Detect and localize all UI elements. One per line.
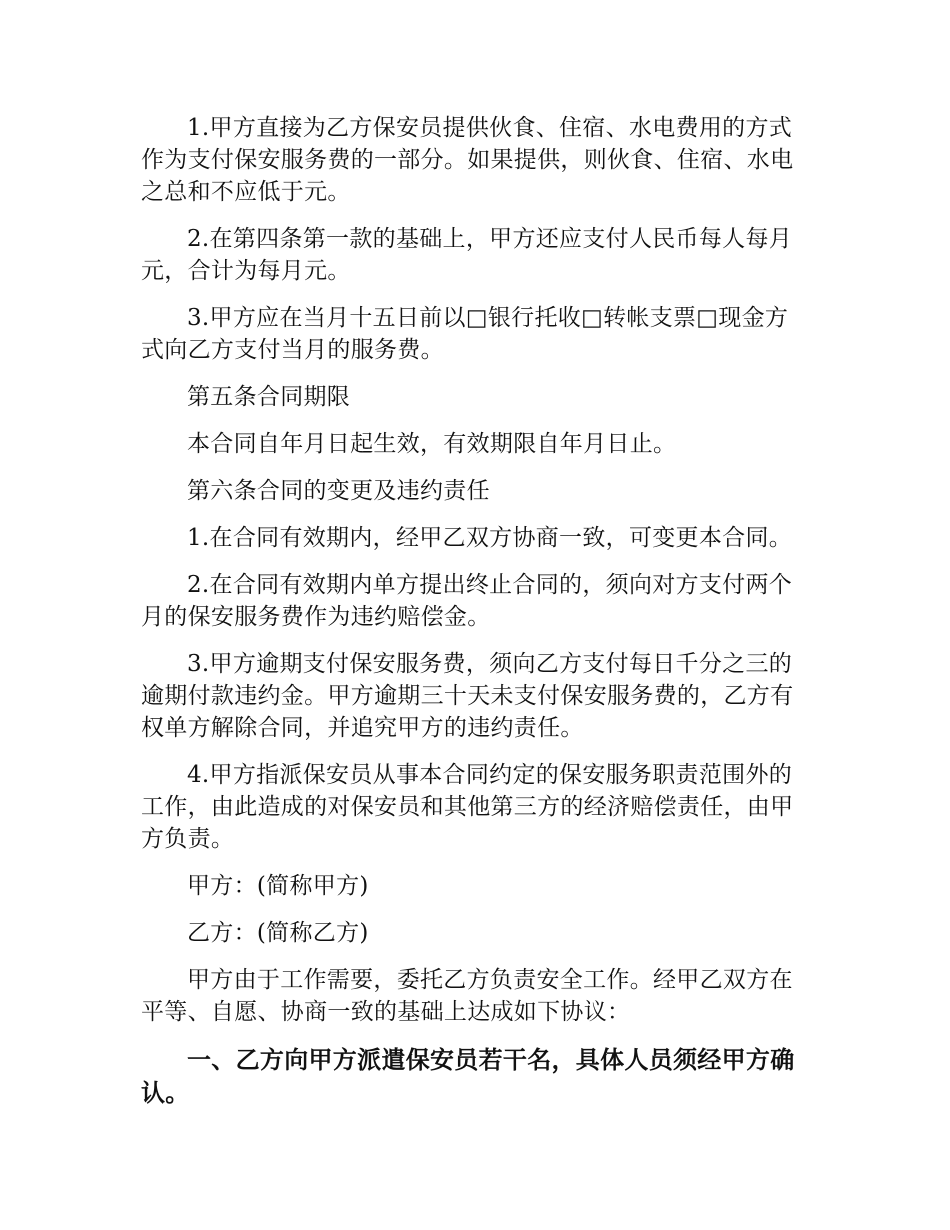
paragraph-contract-term: 本合同自年月日起生效，有效期限自年月日止。 [187,431,677,457]
section-heading-contract-term: 第五条合同期限 [187,384,351,410]
paragraph-breach-3: 3.甲方逾期支付保安服务费，须向乙方支付每日千分之三的逾期付款违约金。甲方逾期三十天未支付保安服务费的，乙方有权单方解除合同，并追究甲方的违约责任。 [141,651,794,741]
paragraph-payment-meals: 1.甲方直接为乙方保安员提供伙食、住宿、水电费用的方式作为支付保安服务费的一部分。如果提供，则伙食、住宿、水电之总和不应低于元。 [141,115,794,205]
paragraph-preamble: 甲方由于工作需要，委托乙方负责安全工作。经甲乙双方在平等、自愿、协商一致的基础上达成如下协议： [141,967,793,1025]
party-a-line: 甲方：(简称甲方) [187,873,369,899]
party-b-line: 乙方：(简称乙方) [187,920,369,946]
paragraph-payment-monthly: 2.在第四条第一款的基础上，甲方还应支付人民币每人每月元，合计为每月元。 [141,226,793,284]
clause-heading-1: 一、乙方向甲方派遣保安员若干名，具体人员须经甲方确认。 [141,1045,795,1107]
section-heading-breach: 第六条合同的变更及违约责任 [187,478,490,504]
document-body [141,112,811,1124]
paragraph-breach-2: 2.在合同有效期内单方提出终止合同的，须向对方支付两个月的保安服务费作为违约赔偿金。 [141,572,793,630]
paragraph-payment-method: 3.甲方应在当月十五日前以□银行托收□转帐支票□现金方式向乙方支付当月的服务费。 [141,305,789,363]
paragraph-breach-4: 4.甲方指派保安员从事本合同约定的保安服务职责范围外的工作，由此造成的对保安员和其他第三方的经济赔偿责任，由甲方负责。 [141,762,794,852]
paragraph-breach-1: 1.在合同有效期内，经甲乙双方协商一致，可变更本合同。 [187,525,793,551]
